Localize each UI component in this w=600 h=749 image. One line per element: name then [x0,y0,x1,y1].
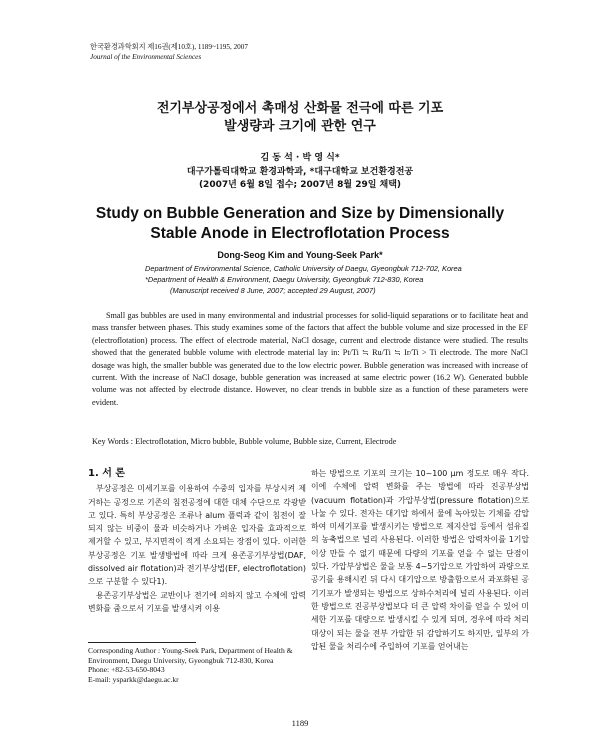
english-affiliation-1: Department of Environmental Science, Catholic University of Daegu, Gyeongbuk 712-702, Korea [145,264,462,273]
intro-paragraph-continued: 하는 방법으로 기포의 크기는 10~100 μm 정도로 매우 작다. 이에 수체에 압력 변화를 주는 방법에 따라 진공부상법(vacuum flotation)과 가압부상법(pressure flotation)으로 나눌 수 있다. 전자는 대기압 하에서 물에 녹아있는 기체를 감압하여 미세기포를 발생시키는 방법으로 제지산업 등에서 섬유질의 농축법으로 널리 사용된다. 이러한 방법은 압력차이를 1기압 이상 만들 수 없기 때문에 다량의 기포를 얻을 수 없는 단점이 있다. 가압부상법은 물을 보통 4~5기압으로 가압하여 과량으로 공기를 용해시킨 뒤 다시 대기압으로 방출함으로서 과포화된 공기기포가 발생되는 방법으로 상하수처리에 널리 사용된다. 이러한 방법으로 진공부상법보다 더 큰 압력 차이를 얻을 수 있어 미세한 기포를 대량으로 발생시킬 수 있게 되며, 경우에 따라 처리대상이 되는 물을 전부 가압한 뒤 감압하기도 하지만, 일부의 가압된 물을 처리수에 주입하여 기포를 얻어내는 [311,469,529,651]
footnote-phone: Phone: +82-53-650-8043 [88,665,165,674]
journal-name: Journal of the Environmental Sciences [90,53,202,61]
corresponding-author-footnote [88,646,306,684]
korean-title-line2: 발생량과 크기에 관한 연구 [224,119,376,134]
footnote-email: E-mail: ysparkk@daegu.ac.kr [88,674,179,684]
intro-paragraph-1: 부상공정은 미세기포를 이용하여 수중의 입자를 부상시켜 제거하는 공정으로 기존의 침전공정에 대한 대체 수단으로 각광받고 있다. 특히 부상공정은 조류나 alum 플럭과 같이 침전이 잘되지 않는 비중이 물과 비슷하거나 가벼운 입자를 효과적으로 제거할 수 있고, 부지면적이 적게 소요되는 장점이 있다. 이러한 부상공정은 기포 발생방법에 따라 크게 용존공기부상법(DAF, dissolved air flotation)과 전기부상법(EF, electroflotation)으로 구분할 수 있다1). [88,484,306,587]
korean-authors: 김 동 석 · 박 영 식* [260,153,340,163]
footnote-divider [88,642,196,643]
english-authors: Dong-Seog Kim and Young-Seek Park* [217,250,383,260]
page-number: 1189 [291,718,309,728]
english-affiliation-2: *Department of Health & Environment, Daegu University, Gyeongbuk 712-830, Korea [145,275,424,284]
korean-title-line1: 전기부상공정에서 촉매성 산화물 전극에 따른 기포 [156,101,444,116]
footnote-author: Corresponding Author : Young-Seek Park, Department of Health & Environment, Daegu University, Gyeongbuk 712-830, Korea [88,646,293,665]
right-column [311,467,529,653]
intro-paragraph-2: 용존공기부상법은 교반이나 전기에 의하지 않고 수체에 압력변화를 줌으로서 기포를 발생시켜 이용 [88,590,306,613]
manuscript-dates: (Manuscript received 8 June, 2007; accepted 29 August, 2007) [170,286,376,295]
korean-affiliation: 대구가톨릭대학교 환경과학과, *대구대학교 보건환경전공 [186,167,414,177]
abstract: Small gas bubbles are used in many environmental and industrial processes for solid-liquid separations or to facilitate heat and mass transfer between phases. This study examines some of the factors that affect the bubble volume and size processed in the EF (electroflotation) process. The effect of electrode material, NaCl dosage, current and electrode distance were studied. The results showed that the generated bubble volume with electrode material lay in: Pt/Ti ≒ Ru/Ti ≒ Ir/Ti > Ti electrode. The more NaCl dosage was high, the smaller bubble was generated due to the low electric power. Bubble generation was increased with increase of current. With the increase of NaCl dosage, bubble generation was increased at same electric power (16.2 W). Generated bubble volume was not affected by electrode distance. However, no clear trends in bubble size as a function of these parameters were evident. [92,311,528,407]
journal-citation: 한국환경과학회지 제16권(제10호), 1189~1195, 2007 [90,43,248,51]
journal-header [90,42,248,62]
english-title-line1: Study on Bubble Generation and Size by Dimensionally [95,205,505,222]
korean-dates: (2007년 6월 8일 접수; 2007년 8월 29일 채택) [198,180,402,190]
english-title-line2: Stable Anode in Electroflotation Process [150,225,450,242]
keywords: Key Words : Electroflotation, Micro bubble, Bubble volume, Bubble size, Current, Electrode [92,437,397,446]
section-heading: 1. 서 론 [88,468,126,479]
left-column [88,467,306,615]
